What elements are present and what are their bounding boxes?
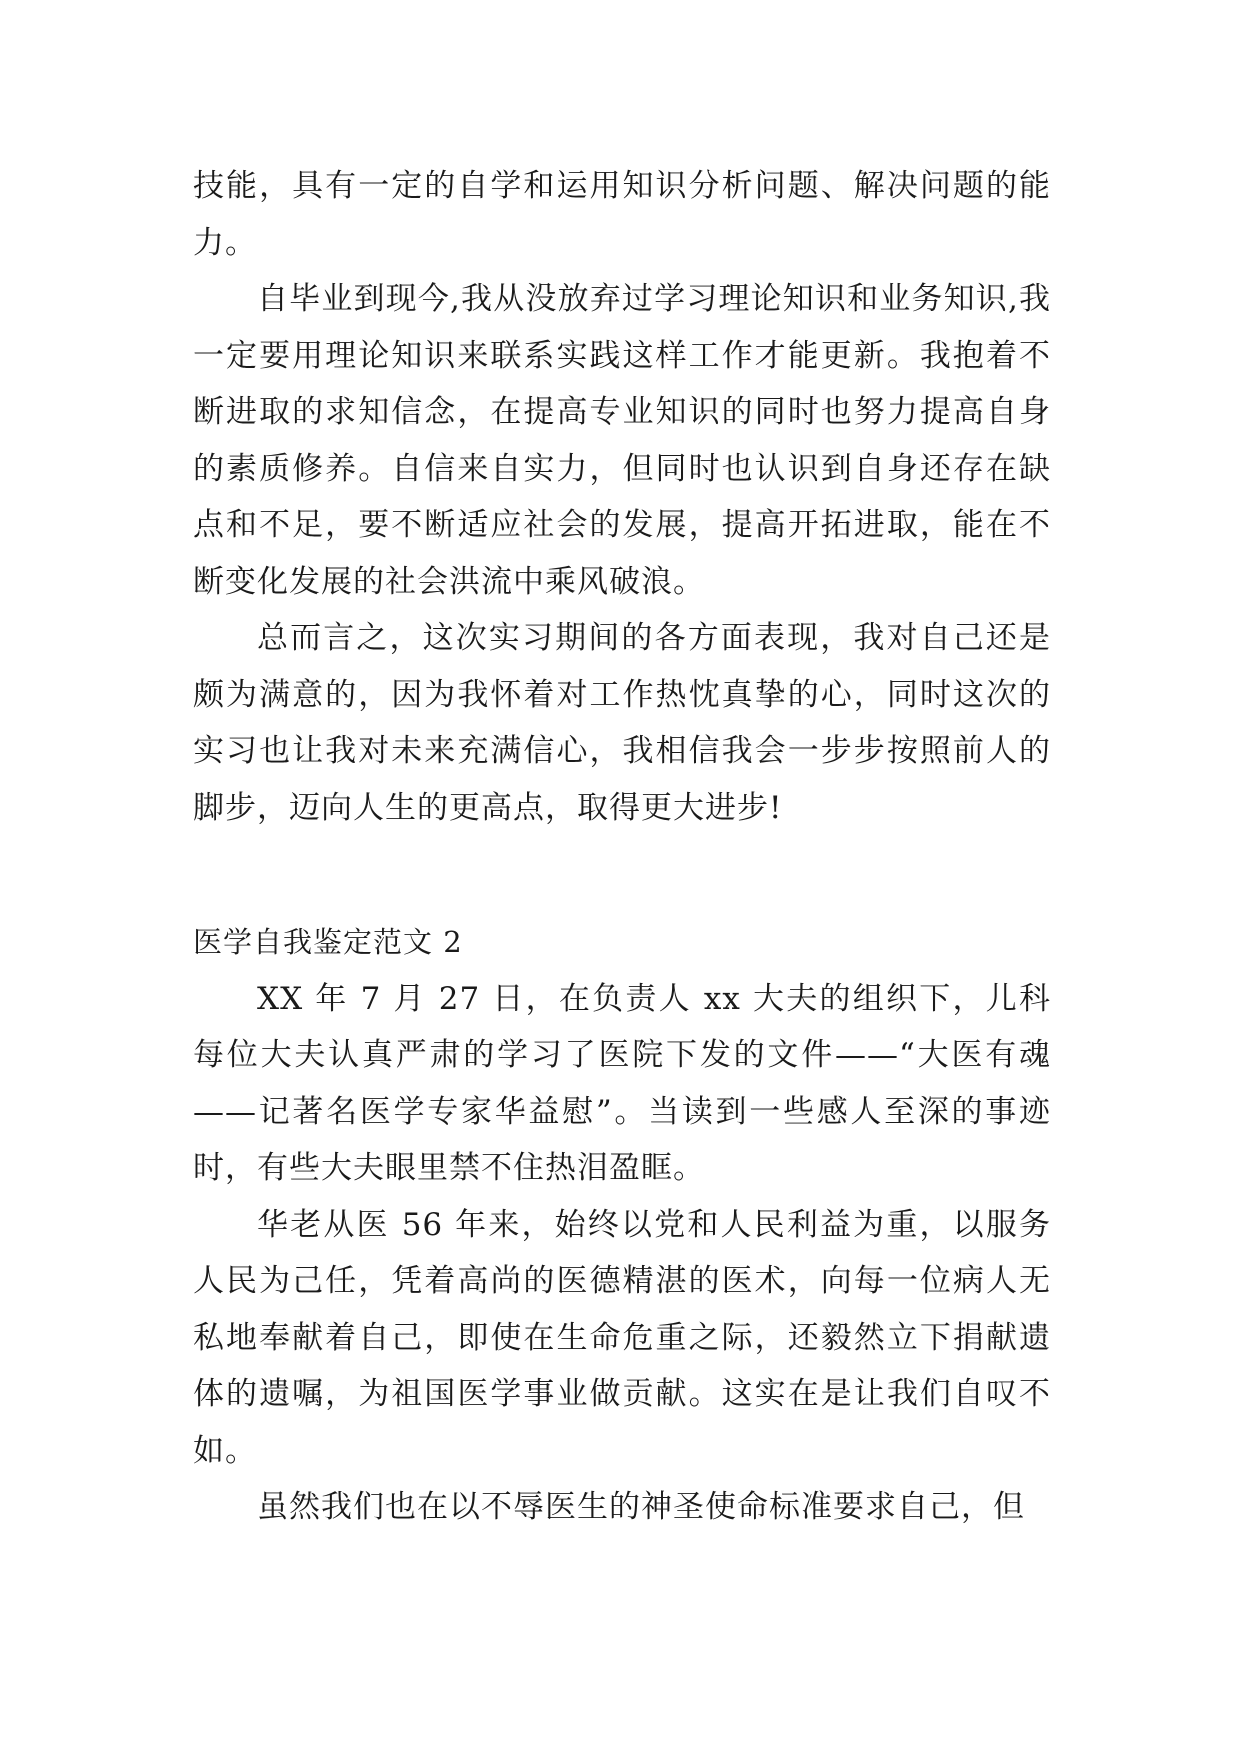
section-gap [193, 836, 1051, 914]
paragraph-hua-laoyi: 华老从医 56 年来，始终以党和人民利益为重，以服务人民为己任，凭着高尚的医德精湛的医术，向每一位病人无私地奉献着自己，即使在生命危重之际，还毅然立下捐献遗体的遗嘱，为祖国医学事业做贡献。这实在是让我们自叹不如。 [193, 1206, 1051, 1469]
paragraph-self-study: 自毕业到现今,我从没放弃过学习理论知识和业务知识,我一定要用理论知识来联系实践这样工作才能更新。我抱着不断进取的求知信念，在提高专业知识的同时也努力提高自身的素质修养。自信来自实力，但同时也认识到自身还存在缺点和不足，要不断适应社会的发展，提高开拓进取，能在不断变化发展的社会洪流中乘风破浪。 [193, 281, 1051, 600]
section-heading: 医学自我鉴定范文 2 [193, 925, 463, 959]
paragraph-conclusion: 总而言之，这次实习期间的各方面表现，我对自己还是颇为满意的，因为我怀着对工作热忱真挚的心，同时这次的实习也让我对未来充满信心，我相信我会一步步按照前人的脚步，迈向人生的更高点，取得更大进步! [193, 620, 1051, 826]
paragraph-continued: 技能，具有一定的自学和运用知识分析问题、解决问题的能力。 [193, 168, 1051, 261]
document-body [193, 158, 1051, 1536]
paragraph-study-session: XX 年 7 月 27 日，在负责人 xx 大夫的组织下，儿科每位大夫认真严肃的学习了医院下发的文件——“大医有魂——记著名医学专家华益慰”。当读到一些感人至深的事迹时，有些大夫眼里禁不住热泪盈眶。 [193, 980, 1051, 1186]
paragraph-although: 虽然我们也在以不辱医生的神圣使命标准要求自己，但 [257, 1489, 1025, 1525]
